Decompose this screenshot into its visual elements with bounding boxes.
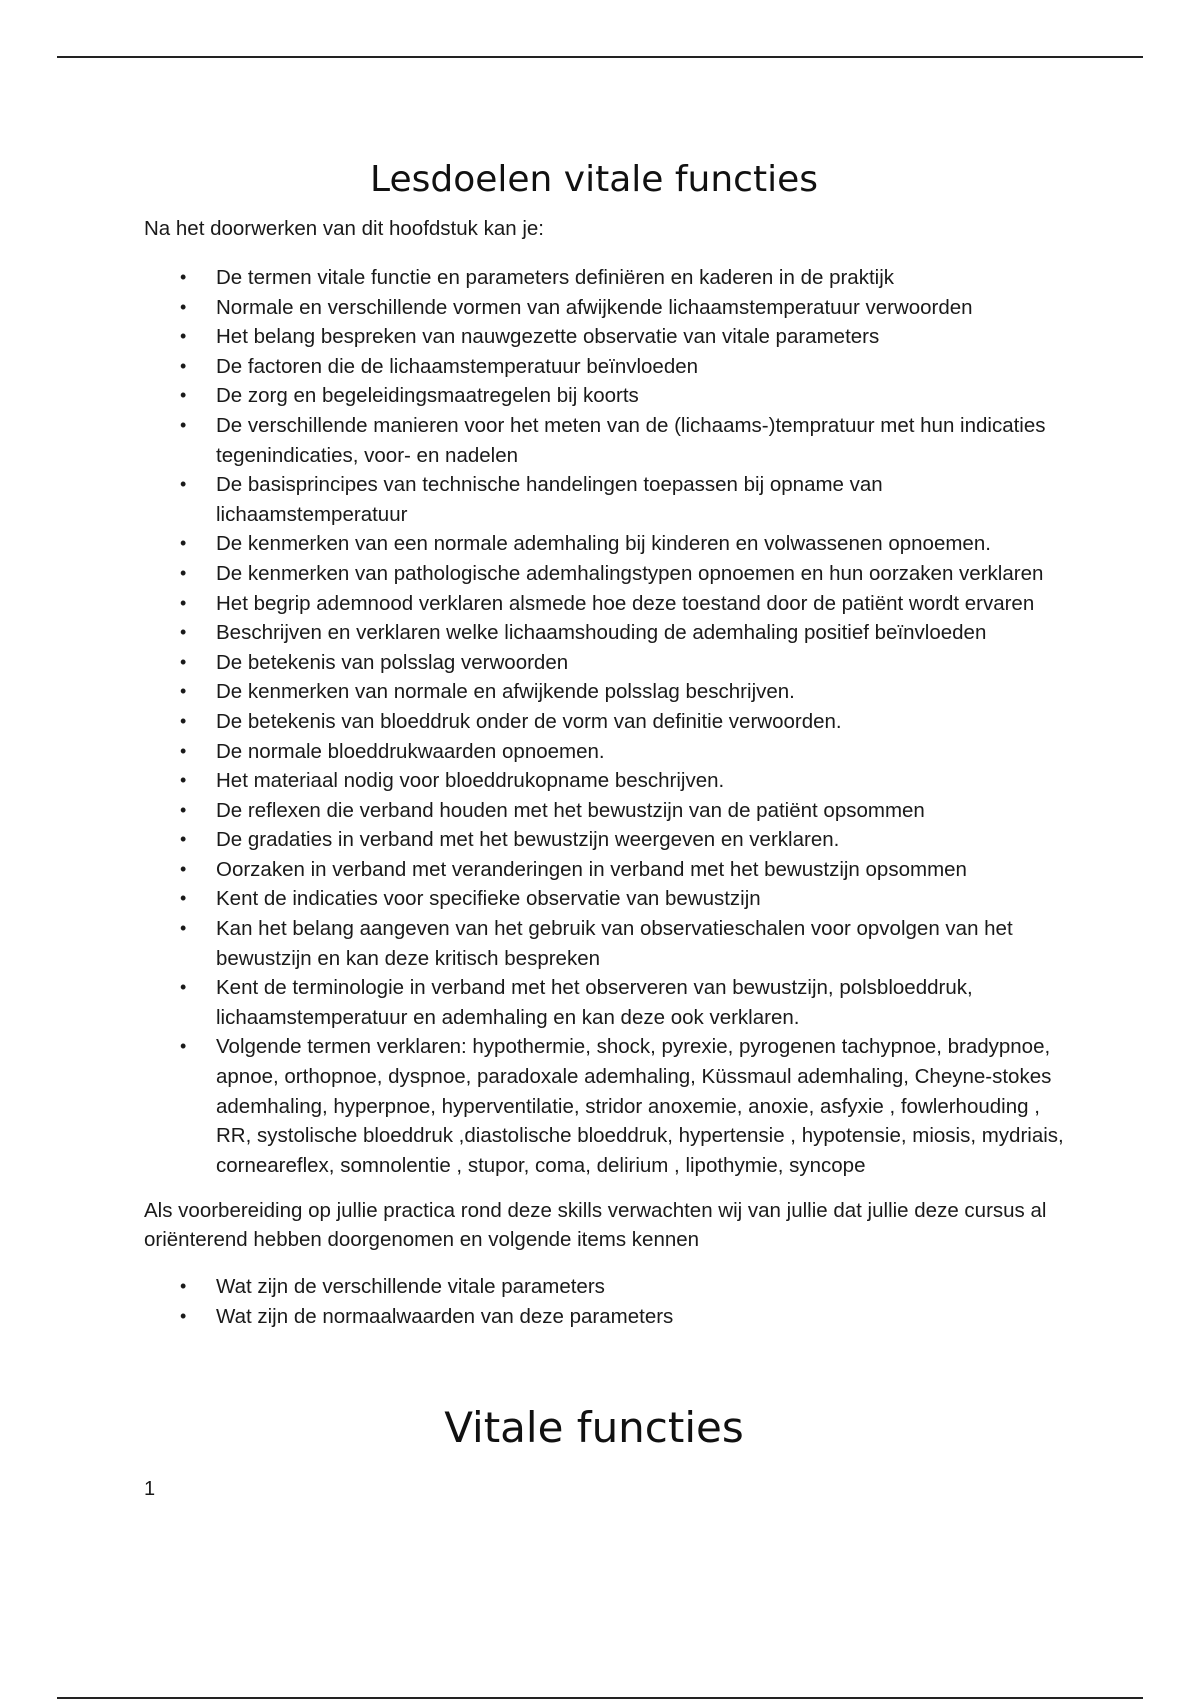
list-item: • De kenmerken van pathologische ademhalingstypen opnoemen en hun oorzaken verklaren	[144, 559, 1074, 589]
list-item: • De gradaties in verband met het bewustzijn weergeven en verklaren.	[144, 825, 1074, 855]
bullet-icon: •	[180, 1036, 187, 1057]
page-number: 1	[144, 1477, 156, 1500]
bullet-icon: •	[180, 414, 187, 435]
list-item: • Het materiaal nodig voor bloeddrukopname beschrijven.	[144, 766, 1074, 796]
objectives-list	[144, 263, 1074, 1180]
preparation-text: Als voorbereiding op jullie practica rond deze skills verwachten wij van jullie dat jullie deze cursus al oriënterend hebben doorgenomen en volgende items kennen	[144, 1199, 1047, 1252]
bullet-icon: •	[180, 770, 187, 791]
bullet-icon: •	[180, 355, 187, 376]
bullet-icon: •	[180, 918, 187, 939]
list-item: • Normale en verschillende vormen van afwijkende lichaamstemperatuur verwoorden	[144, 293, 1074, 323]
bullet-icon: •	[180, 267, 187, 287]
bullet-icon: •	[180, 651, 187, 672]
bullet-icon: •	[180, 681, 187, 702]
bullet-icon: •	[180, 710, 187, 731]
bullet-icon: •	[180, 858, 187, 879]
bullet-icon: •	[180, 1276, 187, 1297]
bullet-icon: •	[180, 622, 187, 643]
header-rule	[57, 56, 1143, 58]
document-page	[144, 152, 1074, 1502]
intro-text: Na het doorwerken van dit hoofdstuk kan je:	[144, 217, 544, 240]
bullet-icon: •	[180, 533, 187, 554]
list-item: • Het belang bespreken van nauwgezette observatie van vitale parameters	[144, 322, 1074, 352]
list-item: • Beschrijven en verklaren welke lichaamshouding de ademhaling positief beïnvloeden	[144, 618, 1074, 648]
list-item: • Wat zijn de verschillende vitale parameters	[144, 1272, 1074, 1302]
footer-rule	[57, 1697, 1143, 1699]
bullet-icon: •	[180, 296, 187, 317]
bullet-icon: •	[180, 888, 187, 909]
bullet-icon: •	[180, 977, 187, 998]
list-item: • De kenmerken van normale en afwijkende polsslag beschrijven.	[144, 677, 1074, 707]
list-item: • De factoren die de lichaamstemperatuur beïnvloeden	[144, 352, 1074, 382]
list-item: • De zorg en begeleidingsmaatregelen bij koorts	[144, 381, 1074, 411]
bullet-icon: •	[180, 385, 187, 406]
bullet-icon: •	[180, 562, 187, 583]
list-item: • De kenmerken van een normale ademhaling bij kinderen en volwassenen opnoemen.	[144, 529, 1074, 559]
list-item: • Het begrip ademnood verklaren alsmede hoe deze toestand door de patiënt wordt ervaren	[144, 589, 1074, 619]
bullet-icon: •	[180, 799, 187, 820]
bullet-icon: •	[180, 740, 187, 761]
list-item: • Kent de terminologie in verband met het observeren van bewustzijn, polsbloeddruk, lichaamstemperatuur en ademhaling en kan deze ook verklaren.	[144, 973, 1074, 1032]
list-item: • Oorzaken in verband met veranderingen in verband met het bewustzijn opsommen	[144, 855, 1074, 885]
list-item: • De betekenis van polsslag verwoorden	[144, 648, 1074, 678]
bullet-icon: •	[180, 474, 187, 495]
list-item: • De normale bloeddrukwaarden opnoemen.	[144, 737, 1074, 767]
list-item: • De betekenis van bloeddruk onder de vorm van definitie verwoorden.	[144, 707, 1074, 737]
list-item: • De basisprincipes van technische handelingen toepassen bij opname van lichaamstemperatuur	[144, 470, 1074, 529]
bullet-icon: •	[180, 1306, 187, 1326]
list-item: • Kent de indicaties voor specifieke observatie van bewustzijn	[144, 884, 1074, 914]
list-item: • De reflexen die verband houden met het bewustzijn van de patiënt opsommen	[144, 796, 1074, 826]
page-title: Lesdoelen vitale functies	[370, 159, 818, 200]
list-item: • Wat zijn de normaalwaarden van deze parameters	[144, 1302, 1074, 1332]
list-item: • De termen vitale functie en parameters definiëren en kaderen in de praktijk	[144, 263, 1074, 293]
list-item: • De verschillende manieren voor het meten van de (lichaams-)tempratuur met hun indicaties tegenindicaties, voor- en nadelen	[144, 411, 1074, 470]
list-item: • Volgende termen verklaren: hypothermie, shock, pyrexie, pyrogenen tachypnoe, bradypnoe, apnoe, orthopnoe, dyspnoe, paradoxale ademhaling, Küssmaul ademhaling, Cheyne-stokes ademhaling, hyperpnoe, hyperventilatie, stridor anoxemie, anoxie, asfyxie , fowlerhouding , RR, systolische bloeddruk ,diastolische bloeddruk, hypertensie , hypotensie, miosis, mydriais, corneareflex, somnolentie , stupor, coma, delirium , lipothymie, syncope	[144, 1032, 1074, 1180]
bullet-icon: •	[180, 326, 187, 347]
bullet-icon: •	[180, 829, 187, 850]
section-title: Vitale functies	[444, 1402, 744, 1452]
list-item: • Kan het belang aangeven van het gebruik van observatieschalen voor opvolgen van het bewustzijn en kan deze kritisch bespreken	[144, 914, 1074, 973]
bullet-icon: •	[180, 592, 187, 613]
preparation-list	[144, 1272, 1074, 1331]
